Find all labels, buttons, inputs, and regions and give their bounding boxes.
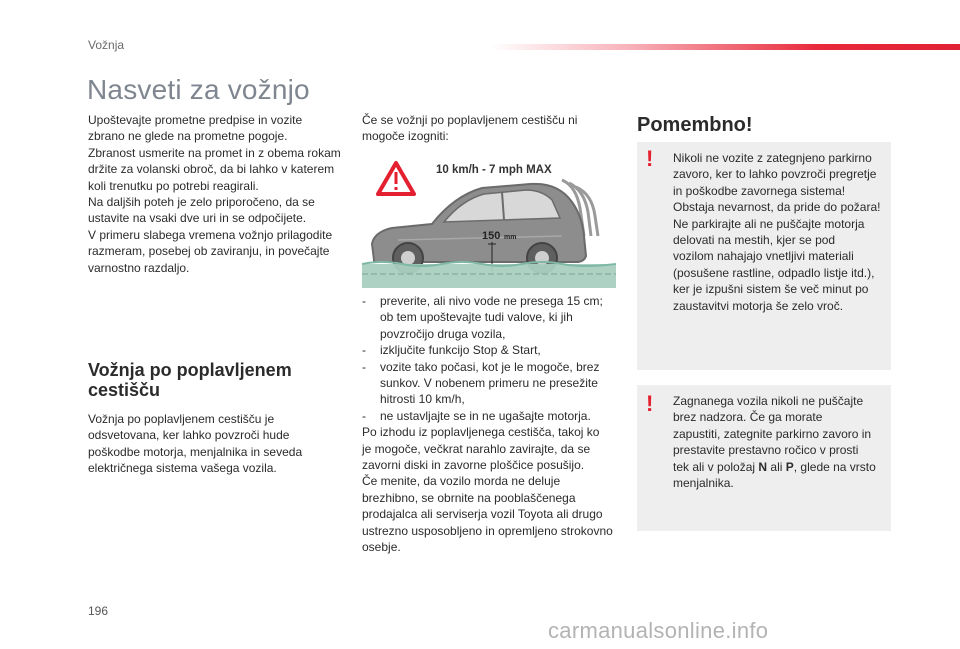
section-label: Vožnja <box>88 38 125 52</box>
gear-p-label: P <box>785 459 794 474</box>
important-heading: Pomembno! <box>637 114 753 136</box>
text-line: varnostno razdaljo. <box>88 260 190 275</box>
text-line: zavoro, ker to lahko povzroči pregretje <box>673 167 877 182</box>
text-line: poškodbe motorja, menjalnika in seveda <box>88 444 303 459</box>
parking-brake-warning-box <box>637 142 891 370</box>
text-line: prestavite prestavno ročico v prosti <box>673 443 859 458</box>
text-line: Če se vožnji po poplavljenem cestišču ni <box>362 113 578 127</box>
text-line: držite za volanski obroč, da bi lahko v katerem <box>88 162 335 177</box>
text-line: Obstaja nevarnost, da pride do požara! <box>673 200 881 215</box>
list-dash: - <box>362 294 366 308</box>
text-line: ob tem upoštevajte tudi valove, ki jih <box>380 310 573 325</box>
text-line: povzročijo druga vozila, <box>380 326 506 341</box>
text-line: brez nadzora. Če ga morate <box>673 410 823 425</box>
text-line: izključite funkcijo Stop & Start, <box>380 343 541 358</box>
after-flood-paragraph <box>362 424 618 555</box>
list-dash: - <box>362 359 366 374</box>
text-line: sunkov. V nobenem primeru ne presežite <box>380 376 598 391</box>
car-in-water-svg <box>362 156 616 288</box>
exclamation-icon: ! <box>646 391 654 416</box>
text-line: brezhibno, se obrnite na pooblaščenega <box>362 490 576 505</box>
heading-line: Vožnja po poplavljenem <box>88 360 292 380</box>
text-fragment: , glede na vrsto <box>793 459 876 474</box>
list-dash: - <box>362 343 366 358</box>
text-line: ustrezno usposobljeno in opremljeno strokovno <box>362 523 613 538</box>
exclamation-icon: ! <box>646 146 654 171</box>
speed-limit-label: 10 km/h - 7 mph MAX <box>436 164 552 176</box>
text-line: odsvetovana, ker lahko povzroči hude <box>88 428 290 443</box>
text-line: koli trenutku po potrebi reagirali. <box>88 178 259 193</box>
depth-value: 150 <box>482 230 501 242</box>
water-surface <box>362 262 616 288</box>
car-silhouette <box>372 184 586 273</box>
watermark: carmanualsonline.info <box>548 618 769 643</box>
unattended-vehicle-warning-box <box>637 385 891 531</box>
text-line: osebje. <box>362 540 401 555</box>
warning-text <box>673 150 883 314</box>
text-line: (posušene rastline, odpadlo listje itd.), <box>673 265 875 280</box>
text-line: Zbranost usmerite na promet in z obema rokam <box>88 145 341 160</box>
text-line: V primeru slabega vremena vožnjo prilagodite <box>88 227 333 242</box>
text-line: menjalnika. <box>673 476 734 491</box>
heading-line: cestišču <box>88 380 161 400</box>
text-line: zapustiti, zategnite parkirno zavoro in <box>673 426 872 441</box>
flooded-road-illustration <box>362 156 616 288</box>
flooded-road-paragraph <box>88 411 340 477</box>
list-item <box>362 408 618 424</box>
text-line: Upoštevajte prometne predpise in vozite <box>88 113 303 127</box>
text-line <box>673 459 883 475</box>
text-line: preverite, ali nivo vode ne presega 15 cm; <box>380 294 603 308</box>
driving-advice-paragraph <box>88 112 344 276</box>
text-line: Vožnja po poplavljenem cestišču je <box>88 412 275 426</box>
text-line: Na daljših poteh je zelo priporočeno, da se <box>88 195 315 210</box>
text-fragment: ali <box>767 459 786 474</box>
text-line: vozilom nahajajo vnetljivi materiali <box>673 249 854 264</box>
text-line: električnega sistema vašega vozila. <box>88 461 277 476</box>
text-line: ustavite na vsaki dve uri in se odpočijete. <box>88 211 307 226</box>
flooded-road-heading <box>88 360 338 400</box>
page-title: Nasveti za vožnjo <box>87 74 310 105</box>
text-line: in poškodbe zavornega sistema! <box>673 183 846 198</box>
text-line: zaustavitvi motorja še zelo vroč. <box>673 298 844 313</box>
text-line: ne ustavljajte se in ne ugašajte motorja. <box>380 408 591 423</box>
list-item <box>362 293 618 342</box>
text-line: vozite tako počasi, kot je le mogoče, brez <box>380 359 600 374</box>
text-line: Ne parkirajte ali ne puščajte motorja <box>673 216 865 231</box>
text-line: delovati na mestih, kjer se pod <box>673 233 836 248</box>
header-accent-bar <box>490 44 960 50</box>
precautions-list <box>362 293 618 556</box>
text-line: Po izhodu iz poplavljenega cestišča, takoj ko <box>362 425 600 440</box>
text-line: je mogoče, večkrat narahlo zavirajte, da se <box>362 441 591 456</box>
page-number: 196 <box>88 604 109 618</box>
text-line: Zagnanega vozila nikoli ne puščajte <box>673 394 864 408</box>
depth-unit: mm <box>504 234 517 241</box>
list-item <box>362 359 618 408</box>
gear-n-label: N <box>758 459 768 474</box>
text-fragment: tek ali v položaj <box>673 459 759 474</box>
text-line: prodajalca ali serviserja vozil Toyota ali drugo <box>362 507 603 522</box>
text-line: Nikoli ne vozite z zategnjeno parkirno <box>673 151 872 165</box>
text-line: Če menite, da vozilo morda ne deluje <box>362 474 561 489</box>
warning-triangle-icon <box>378 163 414 194</box>
text-line: zavorni diski in zavorne ploščice posušijo. <box>362 458 585 473</box>
text-line: ker je izpušni sistem še več minut po <box>673 282 869 297</box>
text-line: razmeram, posebej ob zaviranju, in povečajte <box>88 244 330 259</box>
text-line: hitrosti 10 km/h, <box>380 392 465 407</box>
warning-text <box>673 393 883 491</box>
text-line: zbrano ne glede na prometne pogoje. <box>88 129 288 144</box>
flooded-intro-paragraph <box>362 112 612 145</box>
text-line: mogoče izogniti: <box>362 129 449 144</box>
list-dash: - <box>362 408 366 423</box>
list-item <box>362 342 618 358</box>
